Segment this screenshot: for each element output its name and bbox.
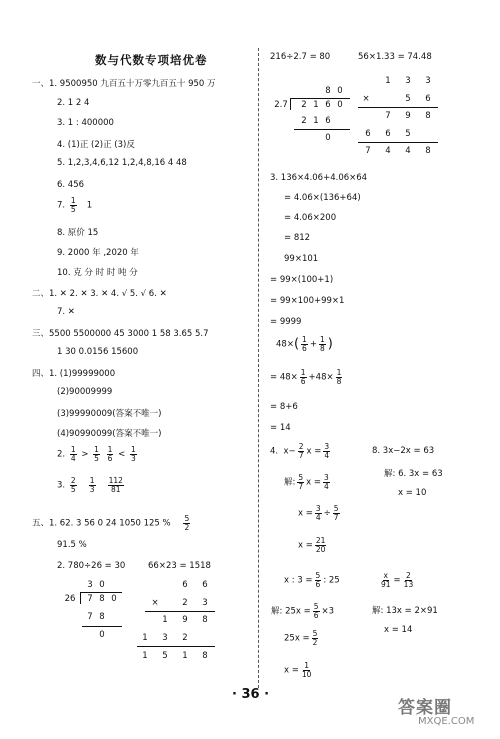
calc-3-line7: = 99×100+99×1 xyxy=(270,296,345,306)
fraction: $\frac{1}{5}$ xyxy=(70,196,76,214)
answer-4-5: 2. $\frac{1}{4}$ > $\frac{1}{5}$ $\frac{1}{6}$ < $\frac{1}{3}$ xyxy=(57,445,136,463)
equation-9-step2: x = 14 xyxy=(384,625,413,635)
calc-3-line1: 3. 136×4.06+4.06×64 xyxy=(270,173,368,183)
answer-5-2: 91.5 % xyxy=(57,540,87,550)
answer-1-8: 8. 原价 15 xyxy=(57,228,99,238)
calc-3-line2: = 4.06×(136+64) xyxy=(284,193,361,203)
calc-3-line12: = 14 xyxy=(270,423,291,433)
calc-3-line6: = 99×(100+1) xyxy=(270,275,334,285)
answer-4-4: (4)90990099(答案不唯一) xyxy=(57,429,162,439)
calc-216-div: 216÷2.7 = 80 xyxy=(270,52,331,62)
calc-3-line11: = 8+6 xyxy=(270,402,298,412)
calc-3-line3: = 4.06×200 xyxy=(284,213,337,223)
answer-1-10: 10. 克 分 时 时 吨 分 xyxy=(57,268,138,278)
answer-1-1: 一、1. 9500950 九百五十万零九百五十 950 万 xyxy=(32,79,216,89)
calc-3-line10: = 48× $\frac{1}{6}$ +48× $\frac{1}{8}$ xyxy=(270,368,342,386)
column-divider xyxy=(258,48,259,688)
long-division-216-2.7: 8 0 2.7 2 1 6 0 2 1 6 0 xyxy=(272,86,352,156)
long-multiplication-133-56: 1 3 3 × 5 6 7 9 8 6 6 5 7 4 4 8 xyxy=(362,76,452,166)
answer-1-9: 9. 2000 年 ,2020 年 xyxy=(57,248,139,258)
answer-1-4: 4. (1)正 (2)正 (3)反 xyxy=(57,140,135,150)
equation-4-step2: x = $\frac{3}{4}$ ÷ $\frac{5}{7}$ xyxy=(298,504,339,522)
equation-5: x : 3 = $\frac{5}{6}$ : 25 xyxy=(284,571,340,589)
answer-3-2: 1 30 0.0156 15600 xyxy=(57,347,139,357)
calc-56-mul: 56×1.33 = 74.48 xyxy=(358,52,432,62)
answer-5-1: 五、1. 62. 3 56 0 24 1050 125 % $\frac{5}{2}$ xyxy=(32,514,190,532)
answer-1-6: 6. 456 xyxy=(57,180,85,190)
equation-8-step1: 解: 6. 3x = 63 xyxy=(384,469,443,479)
calc-3-line8: = 9999 xyxy=(270,317,302,327)
answer-5-3b: 66×23 = 1518 xyxy=(148,561,211,571)
answer-1-5: 5. 1,2,3,4,6,12 1,2,4,8,16 4 48 xyxy=(57,158,187,168)
answer-4-3: (3)99990009(答案不唯一) xyxy=(57,409,162,419)
watermark-url: MXQE.COM xyxy=(418,716,475,727)
answer-3-1: 三、5500 5500000 45 3000 1 58 3.65 5.7 xyxy=(32,329,209,339)
calc-3-line5: 99×101 xyxy=(284,254,319,264)
answer-4-1: 四、1. (1)99999000 xyxy=(32,369,116,379)
answer-4-6: 3. $\frac{2}{5}$ $\frac{1}{3}$ $\frac{112}{81}$ xyxy=(57,476,123,494)
equation-4: 4. x− $\frac{2}{7}$ x = $\frac{3}{4}$ xyxy=(270,442,330,460)
equation-8: 8. 3x−2x = 63 xyxy=(372,446,435,456)
long-division-780-26: 3 0 26 7 8 0 7 8 0 xyxy=(60,580,140,650)
long-multiplication-66-23: 6 6 × 2 3 1 9 8 1 3 2 1 5 1 8 xyxy=(143,580,223,680)
page-number: · 36 · xyxy=(232,687,270,702)
equation-9-step1: 解: 13x = 2×91 xyxy=(372,606,438,616)
calc-3-line4: = 812 xyxy=(284,233,311,243)
answer-1-7: 7. $\frac{1}{5}$ 1 xyxy=(57,196,93,214)
answer-1-2: 2. 1 2 4 xyxy=(57,98,90,108)
equation-4-step1: 解: $\frac{5}{7}$ x = $\frac{3}{4}$ xyxy=(284,473,329,491)
answer-5-3a: 2. 780÷26 = 30 xyxy=(57,561,126,571)
equation-5-step2: 25x = $\frac{5}{2}$ xyxy=(284,629,318,647)
equation-5-step3: x = $\frac{1}{10}$ xyxy=(284,661,312,679)
equation-8-step2: x = 10 xyxy=(398,488,427,498)
equation-5-step1: 解: 25x = $\frac{5}{6}$ ×3 xyxy=(271,602,335,620)
equation-9: $\frac{x}{91}$ = $\frac{2}{13}$ xyxy=(381,571,414,589)
calc-3-line9: 48×( $\frac{1}{6}$ + $\frac{1}{8}$ ) xyxy=(276,335,333,353)
equation-4-step3: x = $\frac{21}{20}$ xyxy=(298,536,326,554)
answer-1-3: 3. 1 : 400000 xyxy=(57,118,114,128)
answer-4-2: (2)90009999 xyxy=(57,387,113,397)
answer-2-2: 7. ✕ xyxy=(57,307,75,317)
page-title: 数与代数专项培优卷 xyxy=(95,53,208,67)
watermark-logo: 答案圈 xyxy=(398,698,452,718)
answer-2-1: 二、1. ✕ 2. ✕ 3. ✕ 4. √ 5. √ 6. ✕ xyxy=(32,289,167,299)
